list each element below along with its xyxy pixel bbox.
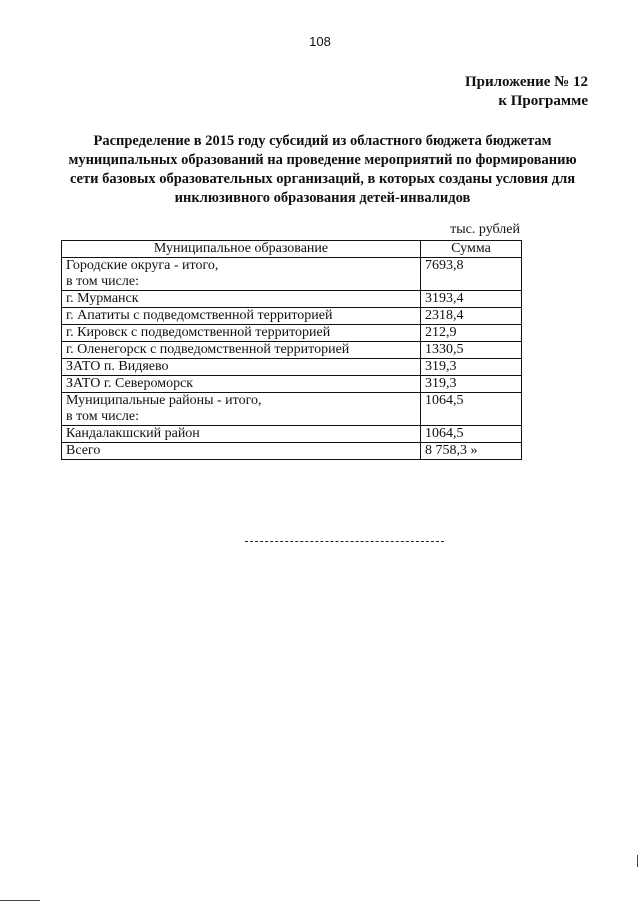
table-row <box>62 342 522 359</box>
subsidy-table <box>61 240 522 460</box>
scan-edge-mark <box>637 855 638 867</box>
sum-cell: 319,3 <box>421 359 522 376</box>
municipality-cell <box>62 376 421 393</box>
sum-cell: 3193,4 <box>421 291 522 308</box>
municipality-cell <box>62 308 421 325</box>
appendix-program: к Программе <box>498 93 588 109</box>
municipality-cell <box>62 443 421 460</box>
municipality-name: Кандалакшский район <box>66 426 200 441</box>
page-number: 108 <box>309 34 331 49</box>
municipality-name: Городские округа - итого, <box>66 258 219 273</box>
sum-cell: 319,3 <box>421 376 522 393</box>
table-row <box>62 426 522 443</box>
municipality-name: ЗАТО г. Североморск <box>66 376 194 391</box>
municipality-name: г. Апатиты с подведомственной территорией <box>66 308 333 323</box>
sum-cell: 2318,4 <box>421 308 522 325</box>
appendix-reference <box>465 73 588 111</box>
document-title: Распределение в 2015 году субсидий из областного бюджета бюджетам муниципальных образований на проведение мероприятий по формированию сети базовых образовательных организаций, в которых созданы условия для инклюзивного образования детей-инвалидов <box>68 133 577 206</box>
municipality-name: ЗАТО п. Видяево <box>66 359 169 374</box>
municipality-name: г. Мурманск <box>66 291 139 306</box>
table-total-row <box>62 443 522 460</box>
municipality-subnote: в том числе: <box>66 409 139 424</box>
appendix-number: Приложение № 12 <box>464 74 588 90</box>
sum-cell: 1064,5 <box>421 393 522 426</box>
municipality-subnote: в том числе: <box>66 274 139 289</box>
table-row <box>62 359 522 376</box>
municipality-cell <box>62 291 421 308</box>
table-header-row <box>62 241 522 258</box>
municipality-cell <box>62 426 421 443</box>
sum-cell: 1064,5 <box>421 426 522 443</box>
municipality-cell <box>62 359 421 376</box>
municipality-name: Муниципальные районы - итого, <box>66 393 262 408</box>
column-header-municipality: Муниципальное образование <box>62 241 421 258</box>
municipality-cell <box>62 393 421 426</box>
total-sum-cell: 8 758,3 » <box>421 443 522 460</box>
footer-rule <box>0 900 40 901</box>
sum-cell: 1330,5 <box>421 342 522 359</box>
sum-cell: 212,9 <box>421 325 522 342</box>
table-row <box>62 325 522 342</box>
table-row <box>62 393 522 426</box>
units-label: тыс. рублей <box>450 222 520 237</box>
separator-line <box>245 541 444 542</box>
table-row <box>62 308 522 325</box>
column-header-sum: Сумма <box>421 241 522 258</box>
sum-cell: 7693,8 <box>421 258 522 291</box>
table-row <box>62 258 522 291</box>
municipality-name: г. Оленегорск с подведомственной территорией <box>66 342 350 357</box>
municipality-cell <box>62 325 421 342</box>
municipality-cell <box>62 258 421 291</box>
total-label: Всего <box>66 443 101 458</box>
table-row <box>62 291 522 308</box>
municipality-name: г. Кировск с подведомственной территорией <box>66 325 331 340</box>
table-row <box>62 376 522 393</box>
municipality-cell <box>62 342 421 359</box>
